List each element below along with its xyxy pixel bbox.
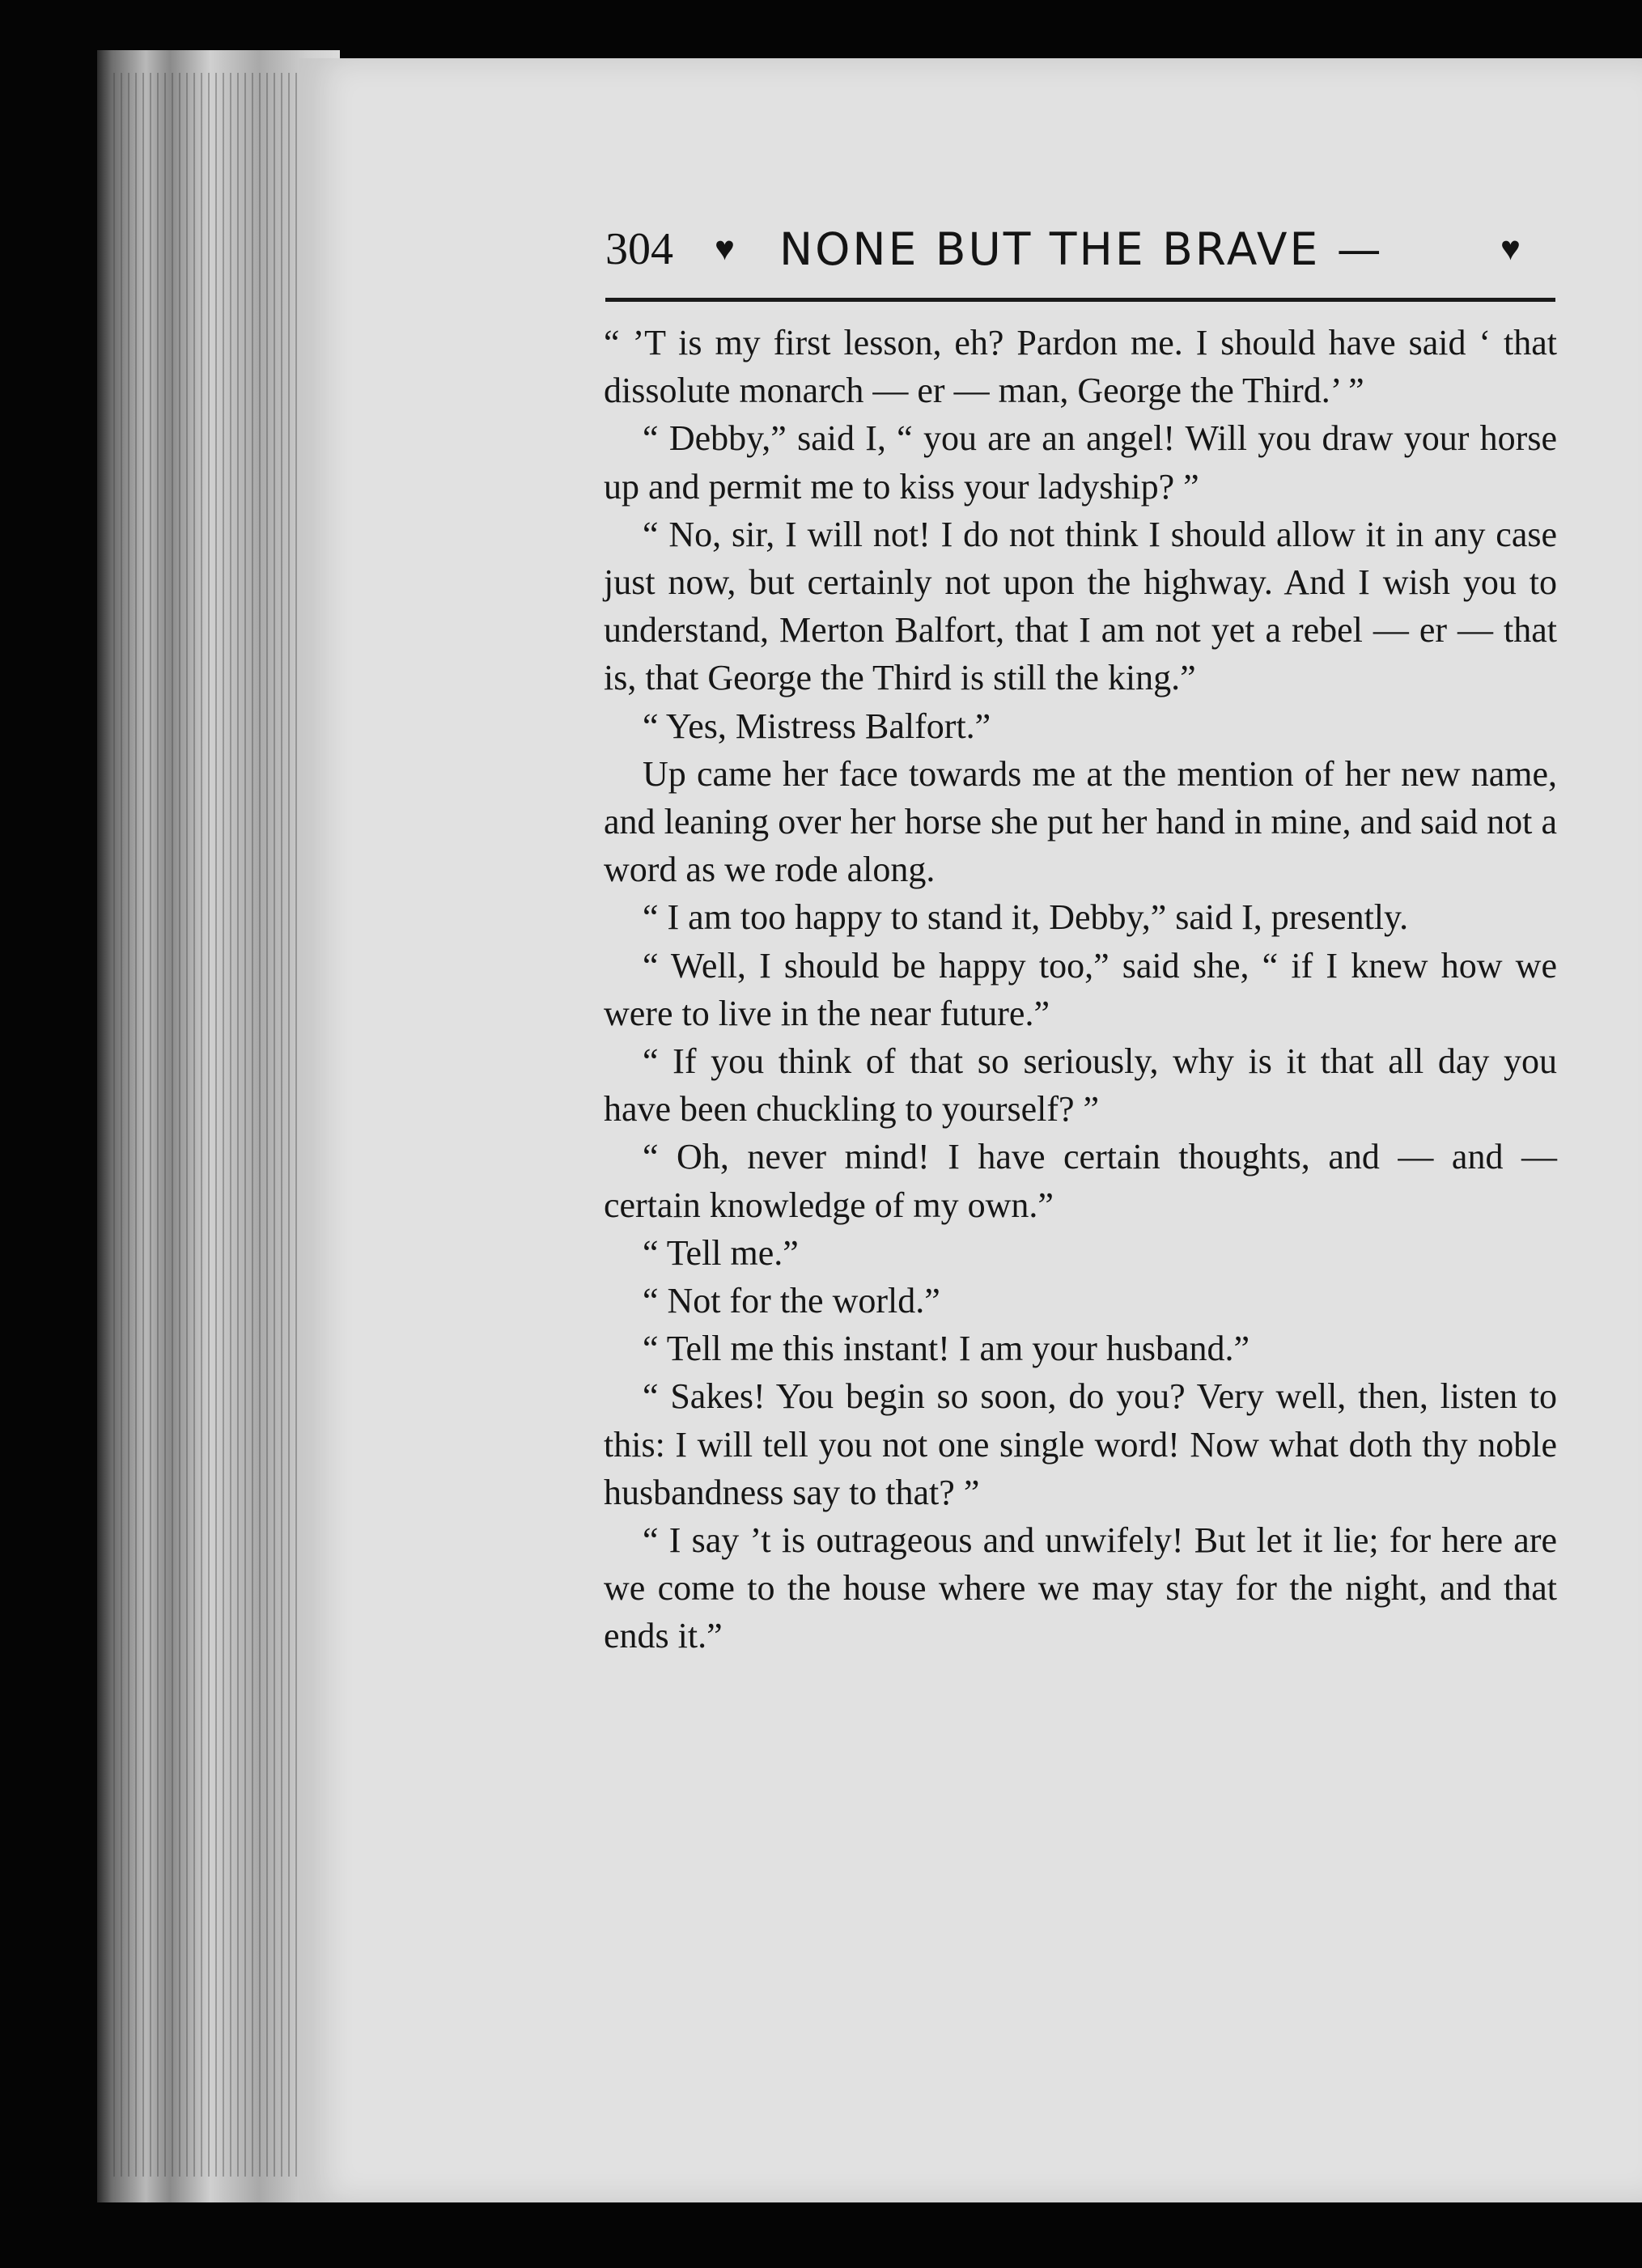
paragraph: “ Well, I should be happy too,” said she, “ if I knew how we were to live in the near future.” bbox=[604, 945, 1557, 1033]
paragraph: “ I am too happy to stand it, Debby,” said I, presently. bbox=[643, 897, 1409, 938]
header-rule bbox=[605, 298, 1555, 302]
page-number: 304 bbox=[605, 224, 673, 274]
paragraph: “ ’T is my first lesson, eh? Pardon me. I should have said ‘ that dissolute monarch — er — man, George the Third.’ ” bbox=[604, 323, 1557, 411]
paragraph: “ Tell me this instant! I am your husband.” bbox=[643, 1329, 1250, 1369]
paragraph: “ I say ’t is outrageous and unwifely! But let it lie; for here are we come to the house where we may stay for the night, and that ends it.” bbox=[604, 1520, 1557, 1656]
paragraph: “ No, sir, I will not! I do not think I should allow it in any case just now, but certainly not upon the highway. And I wish you to understand, Merton Balfort, that I am not yet a rebel — er — that is, that George the Third is still the king.” bbox=[604, 514, 1557, 698]
running-head bbox=[605, 217, 1560, 282]
paragraph: “ If you think of that so seriously, why is it that all day you have been chuckling to yourself? ” bbox=[604, 1041, 1557, 1130]
body-text bbox=[604, 319, 1557, 1660]
paragraph: “ Not for the world.” bbox=[643, 1281, 940, 1321]
paragraph: Up came her face towards me at the mention of her new name, and leaning over her horse she put her hand in mine, and said not a word as we rode along. bbox=[604, 753, 1557, 890]
page-edge-texture bbox=[113, 73, 324, 2177]
running-title: NONE BUT THE BRAVE — bbox=[779, 223, 1384, 275]
paragraph: “ Debby,” said I, “ you are an angel! Will you draw your horse up and permit me to kiss your ladyship? ” bbox=[604, 418, 1557, 507]
paragraph: “ Tell me.” bbox=[643, 1232, 799, 1273]
heart-ornament-icon: ♥ bbox=[715, 231, 735, 268]
paragraph: “ Yes, Mistress Balfort.” bbox=[643, 706, 991, 746]
heart-ornament-icon: ♥ bbox=[1500, 231, 1521, 268]
paragraph: “ Oh, never mind! I have certain thoughts, and — and — certain knowledge of my own.” bbox=[604, 1137, 1557, 1225]
paragraph: “ Sakes! You begin so soon, do you? Very well, then, listen to this: I will tell you not one single word! Now what doth thy noble husbandness say to that? ” bbox=[604, 1376, 1557, 1512]
